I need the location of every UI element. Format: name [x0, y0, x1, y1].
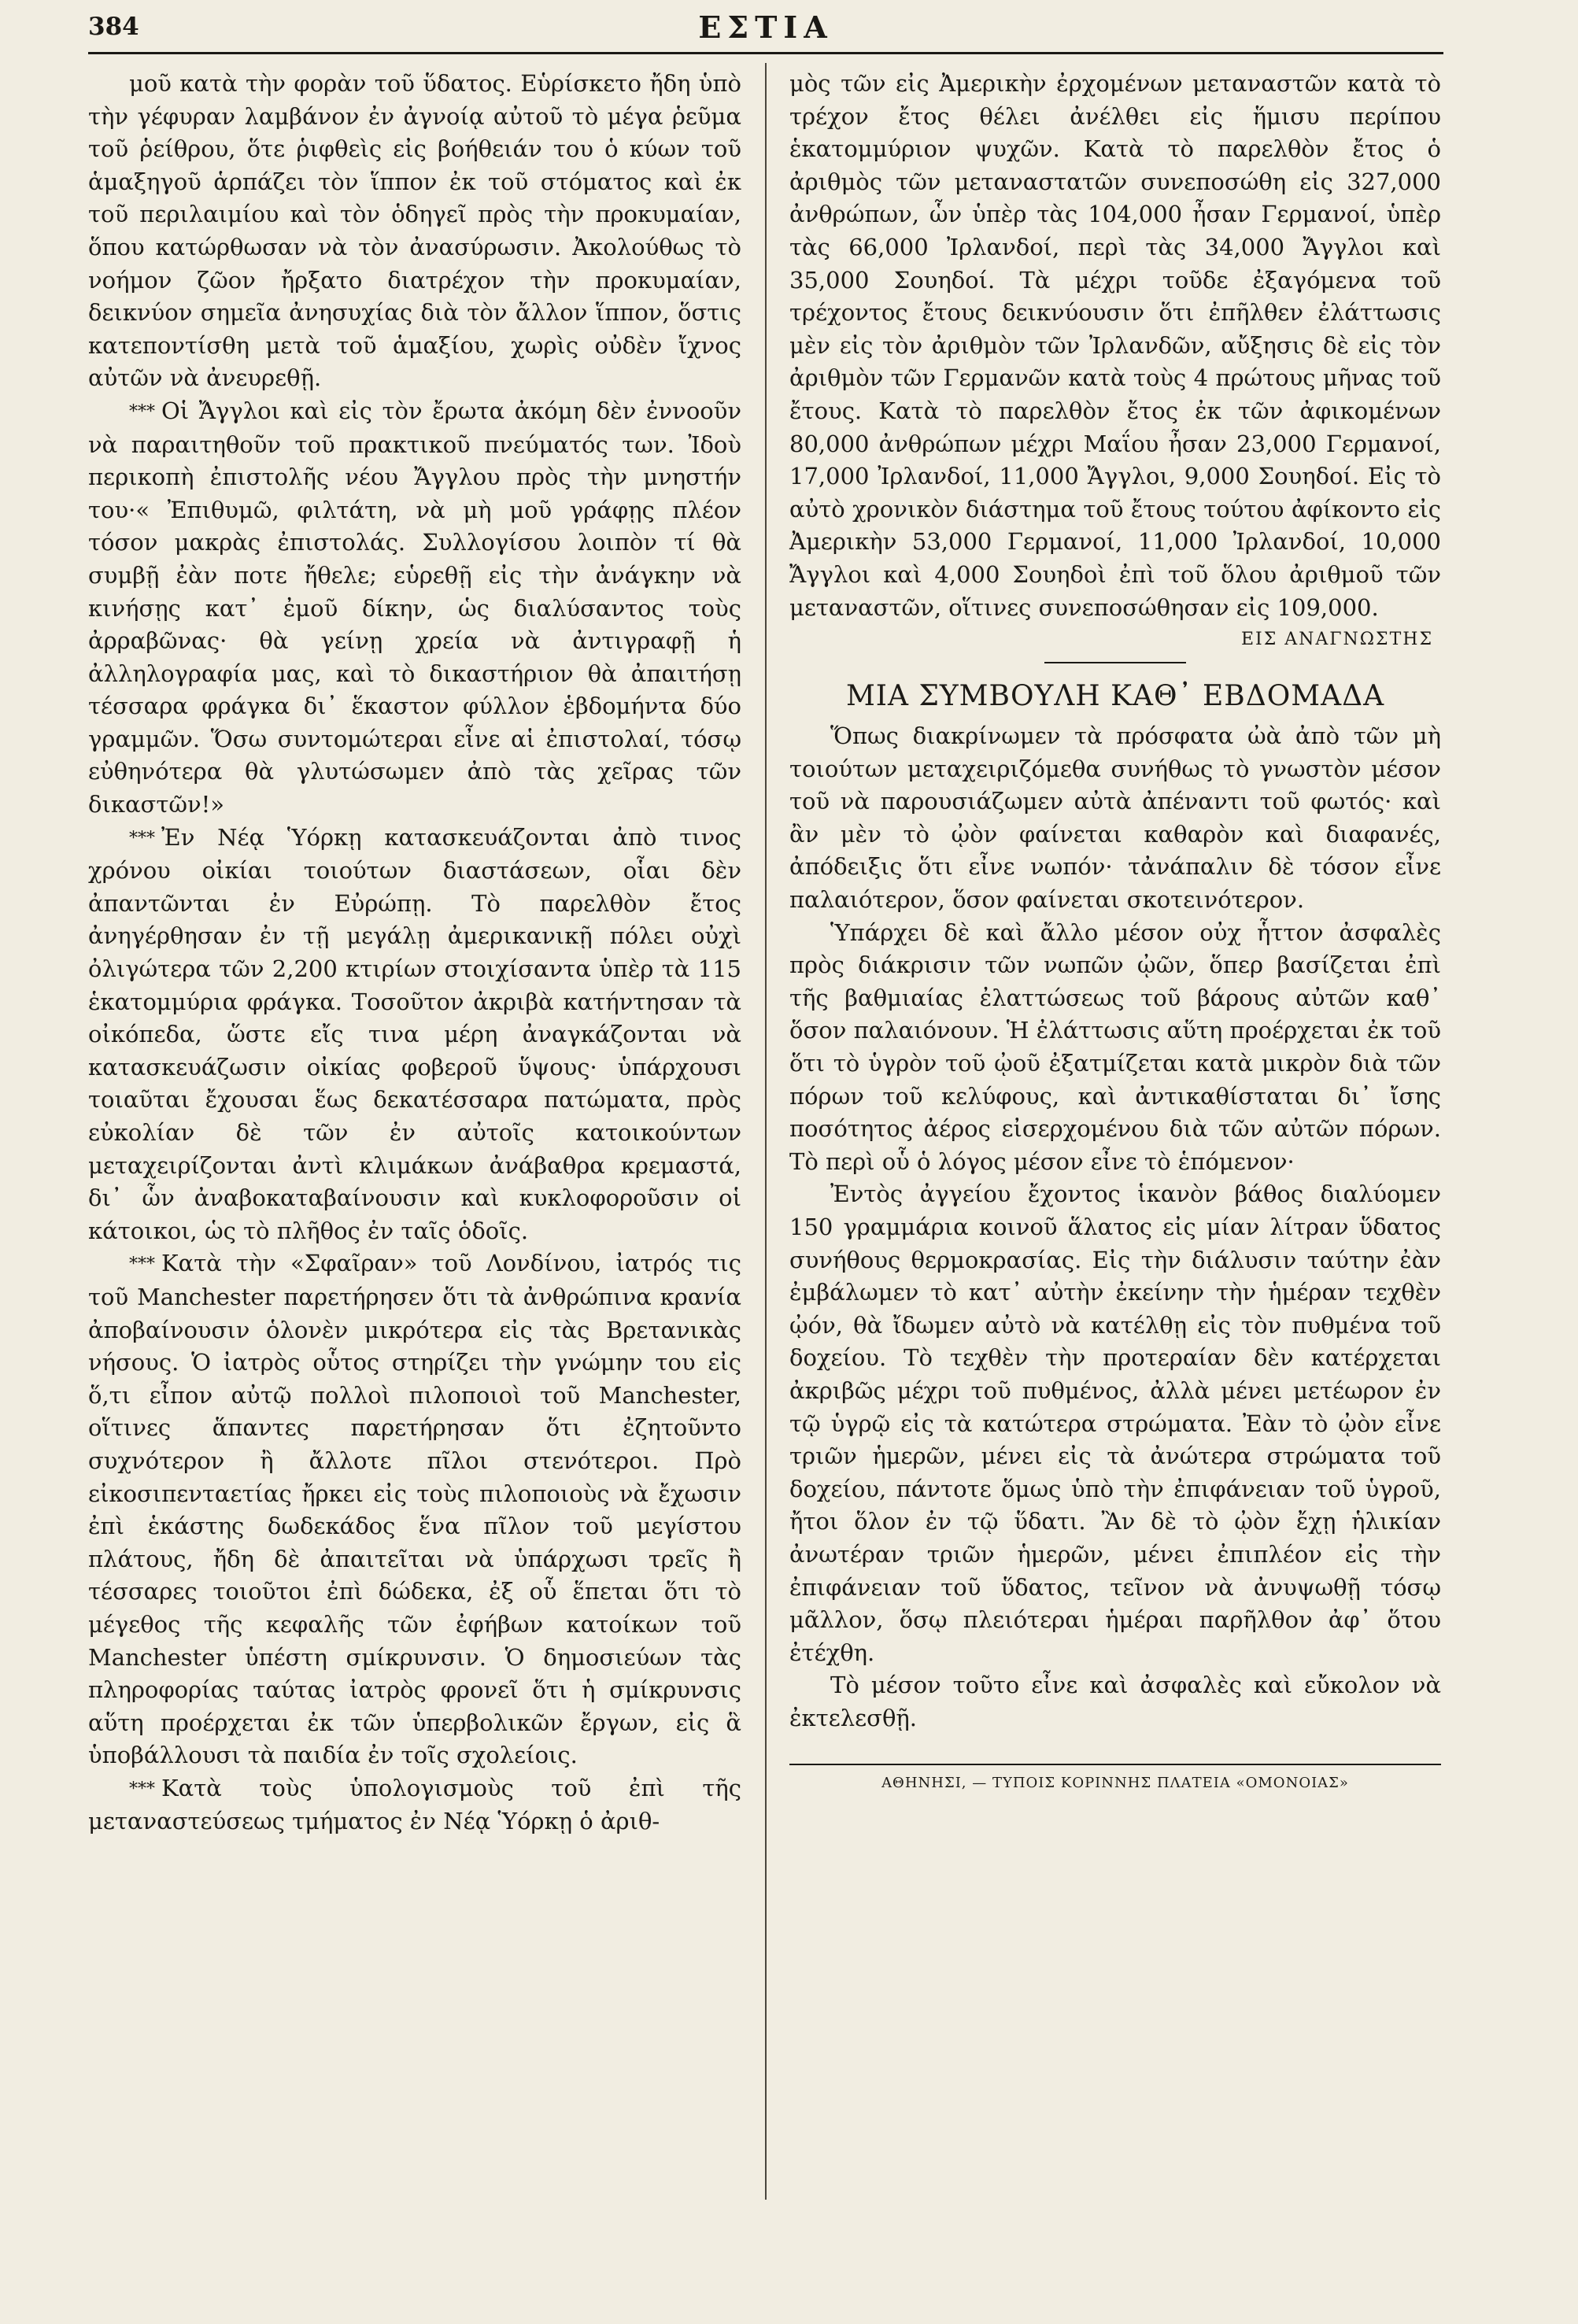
- left-column: [88, 68, 741, 1838]
- paragraph: [789, 720, 1441, 917]
- paragraph-text: Ἐντὸς ἀγγείου ἔχοντος ἱκανὸν βάθος διαλύομεν 150 γραμμάρια κοινοῦ ἅλατος εἰς μίαν λίτραν ὕδατος συνήθους θερμοκρασίας. Εἰς τὴν διάλυσιν ταύτην ἐὰν ἐμβάλωμεν τὸ κατ᾽ αὐτὴν ἐκείνην τὴν ἡμέραν τεχθὲν ᾠόν, θὰ ἴδωμεν αὐτὸ νὰ κατέλθῃ εἰς τὸν πυθμένα τοῦ δοχείου. Τὸ τεχθὲν τὴν προτεραίαν δὲν κατέρχεται ἀκριβῶς μέχρι τοῦ πυθμένος, ἀλλὰ μένει μετέωρον ἐν τῷ ὑγρῷ εἰς τὰ κατώτερα στρώματα. Ἐὰν τὸ ᾠὸν εἶνε τριῶν ἡμερῶν, μένει εἰς τὰ ἀνώτερα στρώματα τοῦ δοχείου, πάντοτε ὅμως ὑπὸ τὴν ἐπιφάνειαν τοῦ ὑγροῦ, ἤτοι ὅλον ἐν τῷ ὕδατι. Ἂν δὲ τὸ ᾠὸν ἔχῃ ἡλικίαν ἀνωτέραν τριῶν ἡμερῶν, μένει ἐπιπλέον εἰς τὴν ἐπιφάνειαν τοῦ ὕδατος, τεῖνον νὰ ἀνυψωθῇ τόσῳ μᾶλλον, ὅσῳ πλειότεραι ἡμέραι παρῆλθον ἀφ᾽ ὅτου ἐτέχθη.: [789, 1180, 1441, 1666]
- paragraph-text: Οἱ Ἄγγλοι καὶ εἰς τὸν ἔρωτα ἀκόμη δὲν ἐννοοῦν νὰ παραιτηθοῦν τοῦ πρακτικοῦ πνεύματός των. Ἰδοὺ περικοπὴ ἐπιστολῆς νέου Ἄγγλου πρὸς τὴν μνηστήν του·« Ἐπιθυμῶ, φιλτάτη, νὰ μὴ μοῦ γράφῃς πλέον τόσον μακρὰς ἐπιστολάς. Συλλογίσου λοιπὸν τί θὰ συμβῇ ἐὰν ποτε ἤθελε; εὑρεθῇ εἰς τὴν ἀνάγκην νὰ κινήσῃς κατ᾽ ἐμοῦ δίκην, ὡς διαλύσαντος τοὺς ἀρραβῶνας· θὰ γείνῃ χρεία νὰ ἀντιγραφῇ ἡ ἀλληλογραφία μας, καὶ τὸ δικαστήριον θὰ ἀπαιτήσῃ τέσσαρα φράγκα δι᾽ ἕκαστον φύλλον ἑβδομήντα δύο γραμμῶν. Ὅσω συντομώτεραι εἶνε αἱ ἐπιστολαί, τόσῳ εὐθηνότερα θὰ γλυτώσωμεν ἀπὸ τὰς χεῖρας τῶν δικαστῶν!»: [88, 397, 741, 818]
- journal-title: ΕΣΤΙΑ: [698, 9, 833, 45]
- paragraph: [789, 1669, 1441, 1735]
- paragraph: [88, 68, 741, 395]
- paragraph: [88, 1772, 741, 1838]
- paragraph-text: μοῦ κατὰ τὴν φορὰν τοῦ ὕδατος. Εὑρίσκετο ἤδη ὑπὸ τὴν γέφυραν λαμβάνον ἐν ἀγνοίᾳ αὐτοῦ τὸ μέγα ῥεῦμα τοῦ ῥείθρου, ὅτε ῥιφθεὶς εἰς βοήθειάν του ὁ κύων τοῦ ἁμαξηγοῦ ἁρπάζει τὸν ἵππον ἐκ τοῦ στόματος καὶ ἐκ τοῦ περιλαιμίου καὶ τὸν ὁδηγεῖ πρὸς τὴν προκυμαίαν, ὅπου κατώρθωσαν νὰ τὸν ἀνασύρωσιν. Ἀκολούθως τὸ νοήμον ζῶον ἤρξατο διατρέχον τὴν προκυμαίαν, δεικνύον σημεῖα ἀνησυχίας διὰ τὸν ἄλλον ἵππον, ὅστις κατεποντίσθη μετὰ τοῦ ἁμαξίου, χωρὶς οὐδὲν ἴχνος αὐτῶν νὰ ἀνευρεθῇ.: [88, 70, 741, 392]
- column-divider: [765, 63, 767, 2200]
- section-mark: ***: [129, 401, 155, 422]
- section-separator: [1044, 662, 1186, 663]
- paragraph-text: μὸς τῶν εἰς Ἀμερικὴν ἐρχομένων μεταναστῶν κατὰ τὸ τρέχον ἔτος θέλει ἀνέλθει εἰς ἥμισυ περίπου ἑκατομμύριον ψυχῶν. Κατὰ τὸ παρελθὸν ἔτος ὁ ἀριθμὸς τῶν μεταναστατῶν συνεποσώθη εἰς 327,000 ἀνθρώπων, ὧν ὑπὲρ τὰς 104,000 ἦσαν Γερμανοί, ὑπὲρ τὰς 66,000 Ἰρλανδοί, περὶ τὰς 34,000 Ἄγγλοι καὶ 35,000 Σουηδοί. Τὰ μέχρι τοῦδε ἐξαγόμενα τοῦ τρέχοντος ἔτους δεικνύουσιν ὅτι ἐπῆλθεν ἐλάττωσις μὲν εἰς τὸν ἀριθμὸν τῶν Ἰρλανδῶν, αὔξησις δὲ εἰς τὸν ἀριθμὸν τῶν Γερμανῶν κατὰ τοὺς 4 πρώτους μῆνας τοῦ ἔτους. Κατὰ τὸ παρελθὸν ἔτος ἐκ τῶν ἀφικομένων 80,000 ἀνθρώπων μέχρι Μαΐου ἦσαν 23,000 Γερμανοί, 17,000 Ἰρλανδοί, 11,000 Ἄγγλοι, 9,000 Σουηδοί. Εἰς τὸ αὐτὸ χρονικὸν διάστημα τοῦ ἔτους τούτου ἀφίκοντο εἰς Ἀμερικὴν 53,000 Γερμανοί, 11,000 Ἰρλανδοί, 10,000 Ἄγγλοι καὶ 4,000 Σουηδοὶ ἐπὶ τοῦ ὅλου ἀριθμοῦ τῶν μεταναστῶν, οἵτινες συνεποσώθησαν εἰς 109,000.: [789, 70, 1441, 621]
- right-column: [789, 68, 1441, 1795]
- paragraph: [88, 822, 741, 1248]
- paragraph-text: Ἐν Νέᾳ Ὑόρκῃ κατασκευάζονται ἀπὸ τινος χρόνου οἰκίαι τοιούτων διαστάσεων, οἷαι δὲν ἀπαντῶνται ἐν Εὐρώπῃ. Τὸ παρελθὸν ἔτος ἀνηγέρθησαν ἐν τῇ μεγάλῃ ἀμερικανικῇ πόλει οὐχὶ ὀλιγώτερα τῶν 2,200 κτιρίων στοιχίσαντα ὑπὲρ τὰ 115 ἑκατομμύρια φράγκα. Τοσοῦτον ἀκριβὰ κατήντησαν τὰ οἰκόπεδα, ὥστε εἴς τινα μέρη ἀναγκάζονται νὰ κατασκευάζωσιν οἰκίας φοβεροῦ ὕψους· ὑπάρχουσι τοιαῦται ἔχουσαι ἕως δεκατέσσαρα πατώματα, πρὸς εὐκολίαν δὲ τῶν ἐν αὐτοῖς κατοικούντων μεταχειρίζονται ἀντὶ κλιμάκων ἀνάβαθρα κρεμαστά, δι᾽ ὧν ἀναβοκαταβαίνουσιν καὶ κυκλοφοροῦσιν οἱ κάτοικοι, ὡς τὸ πλῆθος ἐν ταῖς ὁδοῖς.: [88, 823, 741, 1244]
- paragraph: [789, 68, 1441, 624]
- section-mark: ***: [129, 1779, 155, 1799]
- page-header: [88, 6, 1443, 49]
- paragraph-text: Τὸ μέσον τοῦτο εἶνε καὶ ἀσφαλὲς καὶ εὔκολον νὰ ἐκτελεσθῇ.: [789, 1672, 1441, 1731]
- section-title: ΜΙΑ ΣΥΜΒΟΥΛΗ ΚΑΘ᾽ ΕΒΔΟΜΑΔΑ: [845, 680, 1385, 713]
- page-number: 384: [88, 13, 139, 41]
- printer-imprint: ΑΘΗΝΗΣΙ, — ΤΥΠΟΙΣ ΚΟΡΙΝΝΗΣ ΠΛΑΤΕΙΑ «ΟΜΟΝΟΙΑΣ»: [881, 1774, 1349, 1791]
- paragraph-text: Κατὰ τὴν «Σφαῖραν» τοῦ Λονδίνου, ἰατρός τις τοῦ Manchester παρετήρησεν ὅτι τὰ ἀνθρώπινα κρανία ἀποβαίνουσιν ὁλονὲν μικρότερα εἰς τὰς Βρετανικὰς νήσους. Ὁ ἰατρὸς οὗτος στηρίζει τὴν γνώμην του εἰς ὅ,τι εἶπον αὐτῷ πολλοὶ πιλοποιοὶ τοῦ Manchester, οἵτινες ἅπαντες παρετήρησαν ὅτι ἐζητοῦντο συχνότερον ἢ ἄλλοτε πῖλοι στενότεροι. Πρὸ εἰκοσιπενταετίας ἤρκει εἰς τοὺς πιλοποιοὺς νὰ ἔχωσιν ἐπὶ ἑκάστης δωδεκάδος ἕνα πῖλον τοῦ μεγίστου πλάτους, ἤδη δὲ ἀπαιτεῖται νὰ ὑπάρχωσι τρεῖς ἢ τέσσαρες τοιοῦτοι ἐπὶ δώδεκα, ἐξ οὗ ἕπεται ὅτι τὸ μέγεθος τῆς κεφαλῆς τῶν ἐφήβων κατοίκων τοῦ Manchester ὑπέστη σμίκρυνσιν. Ὁ δημοσιεύων τὰς πληροφορίας ταύτας ἰατρὸς φρονεῖ ὅτι ἡ σμίκρυνσις αὕτη προέρχεται ἐκ τῶν ὑπερβολικῶν ἔργων, εἰς ἃ ὑποβάλλουσι τὰ παιδία ἐν τοῖς σχολείοις.: [88, 1250, 741, 1769]
- header-rule: [88, 52, 1443, 54]
- imprint-rule: [789, 1764, 1441, 1765]
- paragraph-text: Κατὰ τοὺς ὑπολογισμοὺς τοῦ ἐπὶ τῆς μεταναστεύσεως τμήματος ἐν Νέᾳ Ὑόρκῃ ὁ ἀριθ-: [88, 1774, 741, 1835]
- paragraph-text: Ὑπάρχει δὲ καὶ ἄλλο μέσον οὐχ ἧττον ἀσφαλὲς πρὸς διάκρισιν τῶν νωπῶν ᾠῶν, ὅπερ βασίζεται ἐπὶ τῆς βαθμιαίας ἐλαττώσεως τοῦ βάρους αὐτῶν καθ᾽ ὅσον παλαιόνουν. Ἡ ἐλάττωσις αὕτη προέρχεται ἐκ τοῦ ὅτι τὸ ὑγρὸν τοῦ ᾠοῦ ἐξατμίζεται κατὰ μικρὸν διὰ τῶν πόρων τοῦ κελύφους, καὶ ἀντικαθίσταται δι᾽ ἴσης ποσότητος ἀέρος εἰσερχομένου διὰ τῶν αὐτῶν πόρων. Τὸ περὶ οὗ ὁ λόγος μέσον εἶνε τὸ ἑπόμενον·: [789, 918, 1442, 1175]
- paragraph-text: Ὅπως διακρίνωμεν τὰ πρόσφατα ὠὰ ἀπὸ τῶν μὴ τοιούτων μεταχειριζόμεθα συνήθως τὸ γνωστὸν μέσον τοῦ νὰ παρουσιάζωμεν αὐτὰ ἀπέναντι τοῦ φωτός· καὶ ἂν μὲν τὸ ᾠὸν φαίνεται καθαρὸν καὶ διαφανές, ἀπόδειξις ὅτι εἶνε νωπόν· τἀνάπαλιν δὲ τόσον εἶνε παλαιότερον, ὅσον φαίνεται σκοτεινότερον.: [789, 722, 1441, 914]
- paragraph: [88, 395, 741, 822]
- paragraph: [789, 917, 1441, 1179]
- paragraph: [789, 1178, 1441, 1669]
- section-mark: ***: [129, 828, 155, 848]
- section-mark: ***: [129, 1254, 155, 1275]
- article-signature: ΕΙΣ ΑΝΑΓΝΩΣΤΗΣ: [1240, 630, 1433, 650]
- paragraph: [88, 1247, 741, 1772]
